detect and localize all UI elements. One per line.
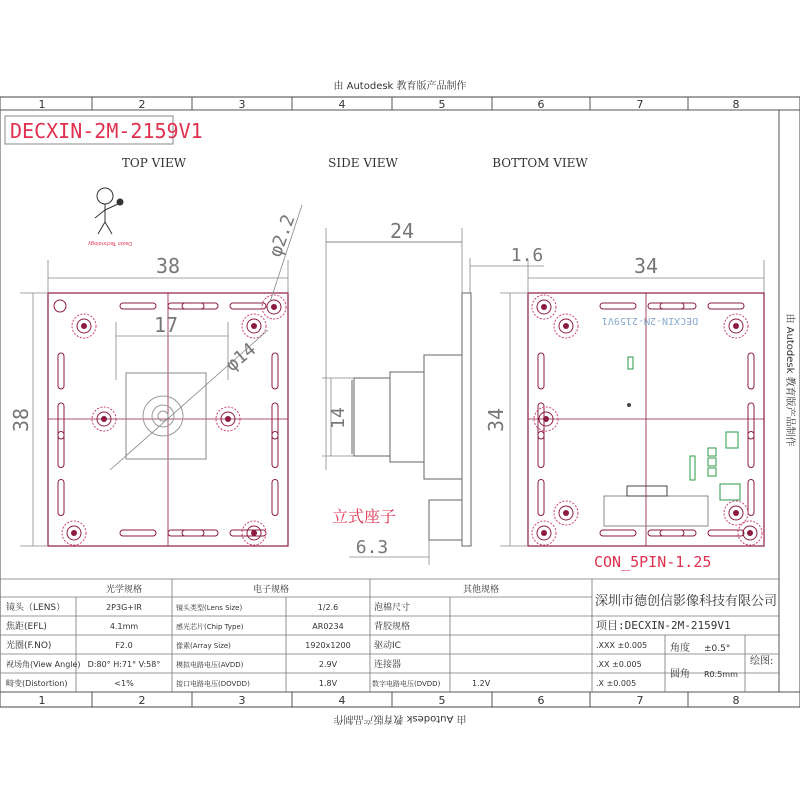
project-name: 项目:DECXIN-2M-2159V1	[596, 619, 731, 632]
drawing-by-label: 绘图:	[750, 656, 774, 667]
table-header-other: 其他规格	[462, 585, 500, 595]
board-slot	[538, 353, 544, 389]
board-slot	[648, 303, 684, 309]
board-slot	[648, 530, 684, 536]
board-slot	[120, 303, 156, 309]
board-slot	[660, 303, 696, 309]
other-label: 泡棉尺寸	[374, 603, 411, 613]
dim-bottom-width: 34	[633, 254, 659, 278]
bottom-view-connector-pins	[627, 486, 667, 496]
watermark-top: 由 Autodesk 教育版产品制作	[333, 81, 467, 92]
other-value: 1.2V	[472, 679, 491, 688]
stick-figure-logo	[95, 188, 123, 234]
bottom-view	[500, 260, 764, 546]
grid-number: 3	[238, 694, 246, 707]
mount-hole-center	[541, 304, 547, 310]
mount-hole-center	[81, 323, 87, 329]
optical-value: 2P3G+IR	[106, 603, 142, 612]
grid-number: 6	[537, 694, 545, 707]
optical-value: F2.0	[115, 641, 133, 650]
table-header-electrical: 电子规格	[252, 585, 290, 595]
other-label: 连接器	[374, 660, 402, 670]
other-rows	[372, 601, 491, 688]
optical-value: <1%	[114, 679, 134, 688]
grid-number: 8	[732, 694, 740, 707]
bottom-view-via	[627, 403, 631, 407]
radius-value: R0.5mm	[704, 670, 738, 679]
grid-number: 7	[636, 98, 644, 111]
electrical-label: 模拟电路电压(AVDD)	[176, 661, 244, 669]
tolerance-1: .X ±0.005	[596, 679, 637, 688]
grid-number: 1	[38, 98, 46, 111]
dim-top-diam-lens: φ14	[221, 338, 261, 376]
electrical-label: 镜头类型(Lens Size)	[176, 604, 243, 612]
grid-number: 7	[636, 694, 644, 707]
board-slot	[58, 403, 64, 439]
drawing-title: DECXIN-2M-2159V1	[10, 119, 203, 143]
top-view-label: TOP VIEW	[121, 156, 187, 170]
watermark-right: 由 Autodesk 教育版产品制作	[784, 313, 795, 447]
dim-top-diam-small: φ2.2	[264, 211, 300, 260]
mount-hole-center	[71, 530, 77, 536]
tolerance-3: .XXX ±0.005	[596, 641, 648, 650]
side-view-connector	[429, 500, 462, 540]
grid-number: 1	[38, 694, 46, 707]
optical-label: 镜头（LENS）	[6, 603, 66, 613]
bottom-view-label: BOTTOM VIEW	[492, 156, 588, 170]
board-slot	[748, 480, 754, 516]
bottom-view-components	[628, 357, 740, 500]
outer-frame	[0, 97, 800, 707]
board-slot	[58, 480, 64, 516]
mount-hole-center	[251, 323, 257, 329]
board-slot	[182, 303, 218, 309]
electrical-label: 像素(Array Size)	[176, 642, 231, 650]
grid-number: 2	[138, 98, 146, 111]
grid-numbers-bottom	[39, 694, 740, 707]
logo-text: Dexin Technology	[88, 240, 132, 246]
board-slot	[600, 303, 636, 309]
bottom-view-connector	[604, 496, 708, 526]
board-slot	[272, 432, 278, 468]
watermark-bottom: 由 Autodesk 教育版产品制作	[333, 713, 467, 724]
other-label: 背胶规格	[374, 622, 411, 632]
top-view-lens-outer	[143, 396, 183, 436]
company-name: 深圳市德创信影像科技有限公司	[594, 594, 778, 609]
grid-number: 5	[438, 694, 446, 707]
angle-label: 角度	[670, 643, 690, 654]
board-slot	[120, 530, 156, 536]
board-slot	[272, 480, 278, 516]
dim-top-width: 38	[155, 254, 181, 278]
electrical-label: 接口电路电压(DOVDD)	[176, 680, 250, 688]
board-slot	[168, 303, 204, 309]
electrical-label: 感光芯片(Chip Type)	[176, 623, 244, 631]
other-label: 驱动IC	[374, 641, 401, 651]
mount-hole-center	[251, 530, 257, 536]
grid-numbers-top	[39, 98, 740, 111]
grid-number: 4	[338, 694, 346, 707]
electrical-value: AR0234	[312, 622, 344, 631]
electrical-value: 1.8V	[318, 679, 338, 688]
side-view-holder	[424, 355, 462, 479]
board-slot	[182, 530, 218, 536]
mount-hole-center	[747, 530, 753, 536]
side-view-lens-barrel	[390, 372, 424, 462]
board-slot	[538, 432, 544, 468]
optical-label: 焦距(EFL)	[6, 622, 47, 632]
board-slot	[230, 303, 266, 309]
grid-number: 2	[138, 694, 146, 707]
grid-number: 6	[537, 98, 545, 111]
optical-value: 4.1mm	[109, 622, 139, 631]
mount-hole-center	[101, 416, 107, 422]
mount-hole-center	[225, 416, 231, 422]
pcb-mirror-text: DECXIN-2M-2159V1	[601, 315, 699, 326]
top-view	[9, 205, 302, 546]
dim-side-width: 24	[389, 219, 415, 243]
board-slot	[168, 530, 204, 536]
optical-rows	[6, 601, 160, 688]
dim-top-height: 38	[9, 407, 33, 433]
mount-hole-center	[271, 304, 277, 310]
other-label: 数字电路电压(DVDD)	[372, 680, 441, 688]
side-view-label: SIDE VIEW	[328, 156, 398, 170]
optical-value: D:80° H:71° V:58°	[87, 660, 161, 669]
grid-number: 8	[732, 98, 740, 111]
mount-hole-center	[563, 510, 569, 516]
mount-hole-center	[563, 323, 569, 329]
table-header-optical: 光学规格	[105, 585, 143, 595]
grid-number: 3	[238, 98, 246, 111]
vertical-mount-note: 立式座子	[331, 507, 397, 526]
side-view-lens-front	[354, 378, 390, 456]
mount-hole-center	[733, 510, 739, 516]
electrical-value: 2.9V	[318, 660, 338, 669]
board-slot	[272, 403, 278, 439]
electrical-value: 1/2.6	[317, 603, 339, 612]
fiducial	[54, 300, 66, 312]
connector-note: CON_5PIN-1.25	[594, 553, 712, 571]
board-slot	[272, 353, 278, 389]
dim-side-height: 14	[328, 407, 349, 429]
mount-hole-center	[543, 416, 549, 422]
dim-side-gap: 1.6	[510, 245, 544, 266]
dim-side-base: 6.3	[355, 537, 389, 558]
mount-hole-center	[733, 323, 739, 329]
board-slot	[748, 353, 754, 389]
board-slot	[538, 480, 544, 516]
board-slot	[748, 432, 754, 468]
bottom-view-mount-holes	[532, 295, 762, 545]
dim-bottom-height: 34	[484, 407, 508, 433]
board-slot	[660, 530, 696, 536]
electrical-value: 1920x1200	[305, 641, 351, 650]
board-slot	[708, 303, 744, 309]
angle-value: ±0.5°	[704, 644, 731, 654]
board-slot	[58, 353, 64, 389]
dim-top-hole: 17	[153, 313, 179, 337]
grid-number: 4	[338, 98, 346, 111]
board-slot	[58, 432, 64, 468]
mount-hole-center	[541, 530, 547, 536]
board-slot	[600, 530, 636, 536]
radius-label: 圆角	[670, 669, 690, 680]
optical-label: 畸变(Distortion)	[6, 679, 68, 688]
optical-label: 光圈(F.NO)	[6, 641, 52, 651]
side-view-pcb	[462, 293, 471, 546]
optical-label: 视场角(View Angle)	[6, 660, 81, 669]
tolerance-2: .XX ±0.005	[596, 660, 642, 669]
top-view-lens-housing	[126, 373, 206, 459]
board-slot	[748, 403, 754, 439]
grid-number: 5	[438, 98, 446, 111]
